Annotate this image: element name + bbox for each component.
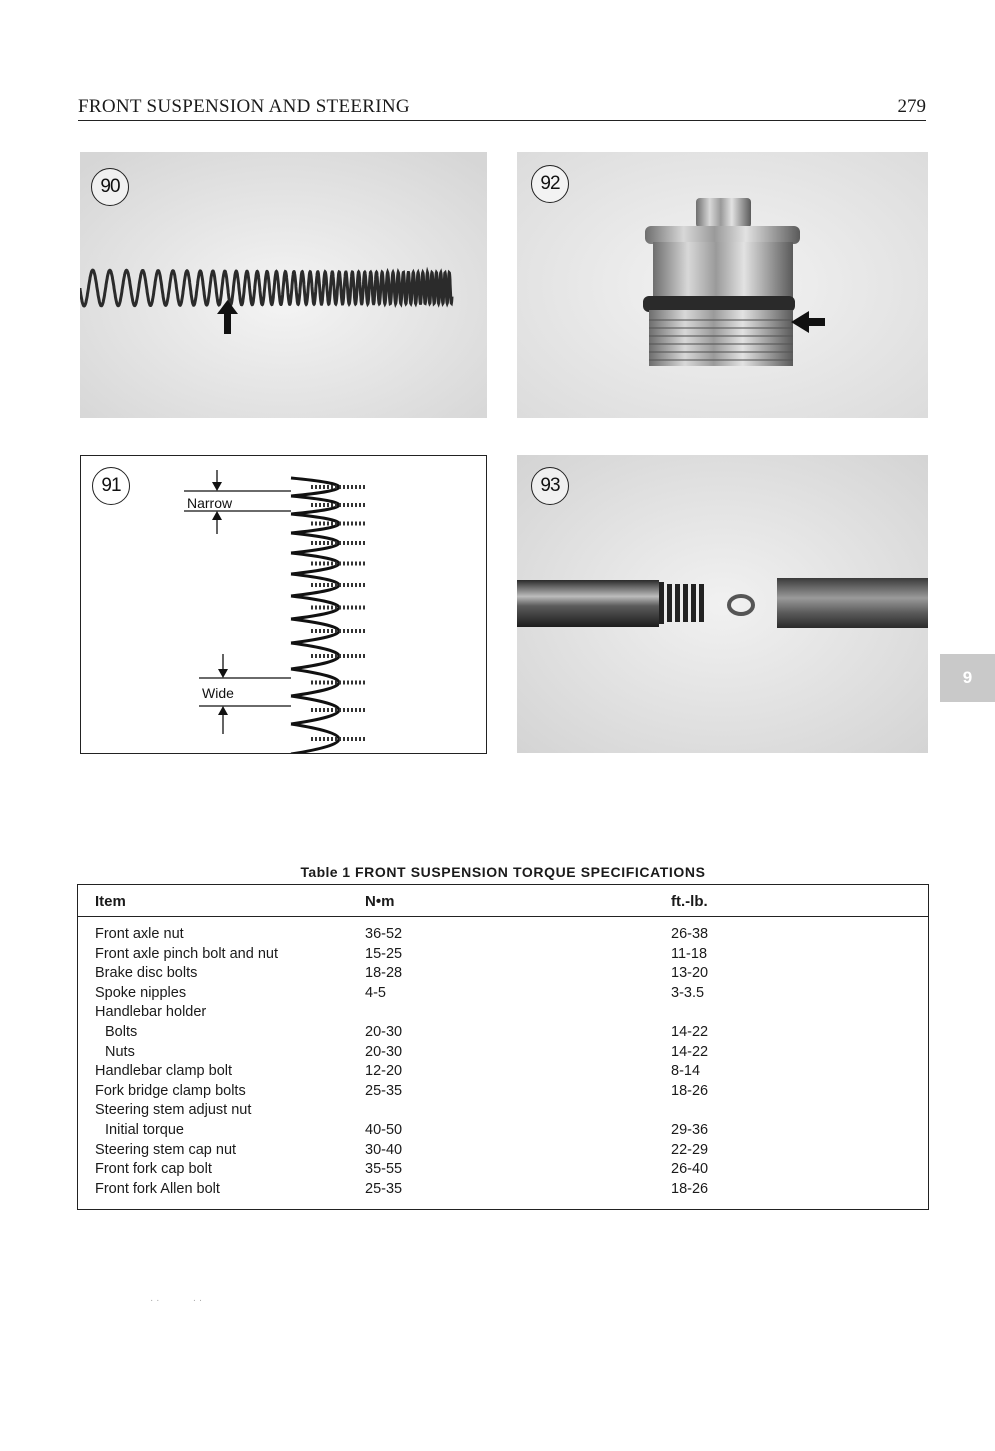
cell-item: Handlebar clamp bolt (95, 1063, 233, 1080)
cell-item: Bolts (105, 1024, 138, 1040)
page-header (78, 94, 926, 121)
torque-spec-table (77, 884, 929, 1210)
cell-nm: 15-25 (365, 945, 403, 962)
cell-item: Front axle nut (95, 926, 184, 942)
spring-coil-drawing (291, 478, 365, 753)
cell-nm: 30-40 (365, 1141, 403, 1158)
cell-ftlb: 22-29 (671, 1141, 709, 1158)
cell-nm: 20-30 (365, 1043, 403, 1060)
table-row (78, 1142, 928, 1162)
cell-ftlb: 11-18 (671, 945, 708, 962)
cell-item: Fork bridge clamp bolts (95, 1082, 246, 1099)
cell-item: Front axle pinch bolt and nut (95, 945, 278, 962)
cell-nm: 35-55 (365, 1161, 403, 1178)
table-row (78, 1102, 928, 1122)
cell-nm: 4-5 (365, 984, 386, 1001)
table-row (78, 1044, 928, 1064)
cell-nm: 25-35 (365, 1082, 403, 1099)
cell-item: Brake disc bolts (95, 965, 198, 982)
table-title: FRONT SUSPENSION TORQUE SPECIFICATIONS (354, 864, 706, 880)
cell-ftlb: 14-22 (671, 1024, 709, 1040)
table-row (78, 1122, 928, 1142)
cell-item: Steering stem adjust nut (95, 1102, 252, 1119)
figure-91-diagram (80, 455, 487, 754)
table-caption (78, 864, 928, 880)
narrow-label: Narrow (187, 495, 233, 511)
cell-ftlb: 26-40 (671, 1161, 709, 1178)
page-number: 279 (897, 96, 926, 117)
cell-ftlb: 18-26 (671, 1180, 709, 1197)
scan-specks: · · · · (150, 1295, 203, 1306)
cell-ftlb: 13-20 (671, 965, 709, 982)
wide-label: Wide (202, 685, 234, 701)
fork-spring-photo (80, 152, 487, 418)
figure-92-photo (517, 152, 928, 418)
cell-item: Nuts (105, 1043, 135, 1060)
cell-nm: 18-28 (365, 965, 403, 982)
cell-ftlb: 8-14 (671, 1063, 701, 1080)
section-title: FRONT SUSPENSION AND STEERING (78, 96, 410, 117)
chapter-tab: 9 (940, 654, 995, 702)
table-row (78, 1004, 928, 1024)
cell-nm: 12-20 (365, 1063, 403, 1080)
table-row (78, 985, 928, 1005)
table-row (78, 926, 928, 946)
cell-ftlb: 14-22 (671, 1043, 709, 1060)
fork-tube-photo (517, 455, 928, 753)
table-row (78, 1161, 928, 1181)
cell-nm: 36-52 (365, 926, 403, 942)
figure-number-badge: 93 (531, 467, 569, 505)
table-header-row (78, 885, 928, 917)
cell-nm: 25-35 (365, 1180, 403, 1197)
cell-ftlb: 29-36 (671, 1122, 709, 1138)
cell-ftlb: 18-26 (671, 1082, 709, 1099)
cell-item: Steering stem cap nut (95, 1141, 237, 1158)
cell-item: Front fork cap bolt (95, 1161, 212, 1178)
cell-item: Front fork Allen bolt (95, 1180, 220, 1197)
fork-cap-photo (517, 152, 928, 418)
table-row (78, 1024, 928, 1044)
table-row (78, 1083, 928, 1103)
cell-ftlb: 26-38 (671, 926, 709, 942)
figure-number-badge: 91 (92, 467, 130, 505)
figure-93-photo (517, 455, 928, 753)
cell-item: Handlebar holder (95, 1004, 207, 1021)
figure-number-badge: 92 (531, 165, 569, 203)
cell-ftlb: 3-3.5 (671, 984, 705, 1001)
cell-nm: 20-30 (365, 1024, 403, 1040)
table-row (78, 1181, 928, 1201)
spring-pitch-diagram (81, 456, 486, 753)
column-header-item: Item (95, 893, 126, 910)
table-row (78, 1063, 928, 1083)
figure-90-photo (80, 152, 487, 418)
table-row (78, 965, 928, 985)
cell-nm: 40-50 (365, 1122, 403, 1138)
column-header-ftlb: ft.-lb. (671, 893, 708, 910)
table-row (78, 946, 928, 966)
column-header-nm: N•m (365, 893, 395, 910)
figure-number-badge: 90 (91, 168, 129, 206)
cell-item: Spoke nipples (95, 984, 187, 1001)
cell-item: Initial torque (105, 1122, 184, 1138)
table-number: Table 1 (300, 864, 351, 880)
